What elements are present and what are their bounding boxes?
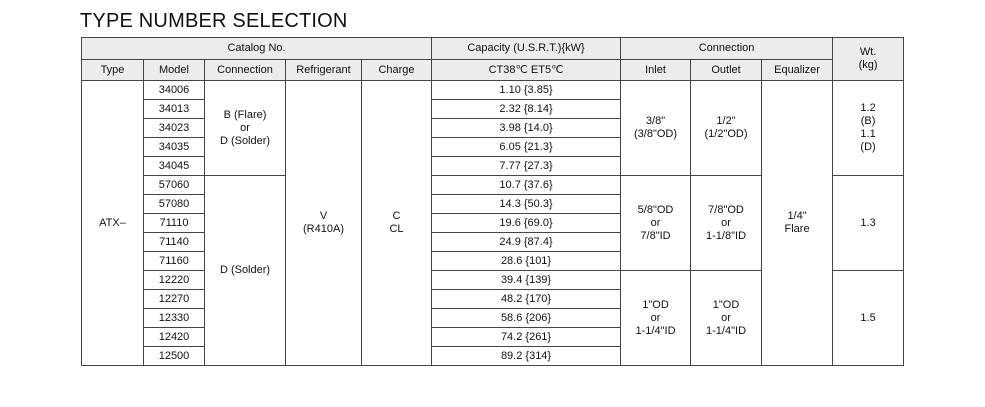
inlet-header: Inlet: [621, 60, 691, 81]
inlet-cell: 3/8" (3/8"OD): [621, 81, 691, 176]
type-header: Type: [82, 60, 144, 81]
model-cell: 34045: [144, 157, 205, 176]
outlet-cell: 1"OD or 1-1/4"ID: [691, 271, 762, 366]
table-row: [82, 81, 904, 100]
model-header: Model: [144, 60, 205, 81]
connection-cell: B (Flare) or D (Solder): [205, 81, 286, 176]
model-cell: 34035: [144, 138, 205, 157]
connection-group-header: Connection: [621, 38, 833, 60]
model-cell: 12420: [144, 328, 205, 347]
model-cell: 12220: [144, 271, 205, 290]
capacity-cell: 58.6 {206}: [432, 309, 621, 328]
capacity-condition-header: CT38℃ ET5℃: [432, 60, 621, 81]
capacity-cell: 14.3 {50.3}: [432, 195, 621, 214]
equalizer-header: Equalizer: [762, 60, 833, 81]
charge-header: Charge: [362, 60, 432, 81]
refrigerant-header: Refrigerant: [286, 60, 362, 81]
outlet-header: Outlet: [691, 60, 762, 81]
connection-cell: D (Solder): [205, 176, 286, 366]
inlet-cell: 5/8"OD or 7/8"ID: [621, 176, 691, 271]
outlet-cell: 7/8"OD or 1-1/8"ID: [691, 176, 762, 271]
capacity-cell: 7.77 {27.3}: [432, 157, 621, 176]
inlet-cell: 1"OD or 1-1/4"ID: [621, 271, 691, 366]
model-cell: 34023: [144, 119, 205, 138]
outlet-cell: 1/2" (1/2"OD): [691, 81, 762, 176]
capacity-cell: 24.9 {87.4}: [432, 233, 621, 252]
model-cell: 57080: [144, 195, 205, 214]
capacity-cell: 19.6 {69.0}: [432, 214, 621, 233]
model-cell: 34006: [144, 81, 205, 100]
connection-header: Connection: [205, 60, 286, 81]
capacity-cell: 1.10 {3.85}: [432, 81, 621, 100]
capacity-cell: 28.6 {101}: [432, 252, 621, 271]
capacity-cell: 3.98 {14.0}: [432, 119, 621, 138]
model-cell: 71160: [144, 252, 205, 271]
model-cell: 12330: [144, 309, 205, 328]
catalog-no-header: Catalog No.: [82, 38, 432, 60]
type-cell: ATX–: [82, 81, 144, 366]
refrigerant-cell: V (R410A): [286, 81, 362, 366]
charge-cell: C CL: [362, 81, 432, 366]
capacity-header: Capacity (U.S.R.T.){kW}: [432, 38, 621, 60]
model-cell: 71110: [144, 214, 205, 233]
model-cell: 12270: [144, 290, 205, 309]
equalizer-cell: 1/4" Flare: [762, 81, 833, 366]
weight-header: Wt. (kg): [833, 38, 904, 81]
page-title: TYPE NUMBER SELECTION: [80, 10, 348, 32]
model-cell: 71140: [144, 233, 205, 252]
capacity-cell: 39.4 {139}: [432, 271, 621, 290]
weight-cell: 1.3: [833, 176, 904, 271]
capacity-cell: 2.32 {8.14}: [432, 100, 621, 119]
capacity-cell: 89.2 {314}: [432, 347, 621, 366]
capacity-cell: 10.7 {37.6}: [432, 176, 621, 195]
type-number-table: [81, 37, 904, 366]
model-cell: 57060: [144, 176, 205, 195]
capacity-cell: 74.2 {261}: [432, 328, 621, 347]
weight-cell: 1.2 (B) 1.1 (D): [833, 81, 904, 176]
weight-cell: 1.5: [833, 271, 904, 366]
model-cell: 34013: [144, 100, 205, 119]
capacity-cell: 6.05 {21.3}: [432, 138, 621, 157]
model-cell: 12500: [144, 347, 205, 366]
capacity-cell: 48.2 {170}: [432, 290, 621, 309]
